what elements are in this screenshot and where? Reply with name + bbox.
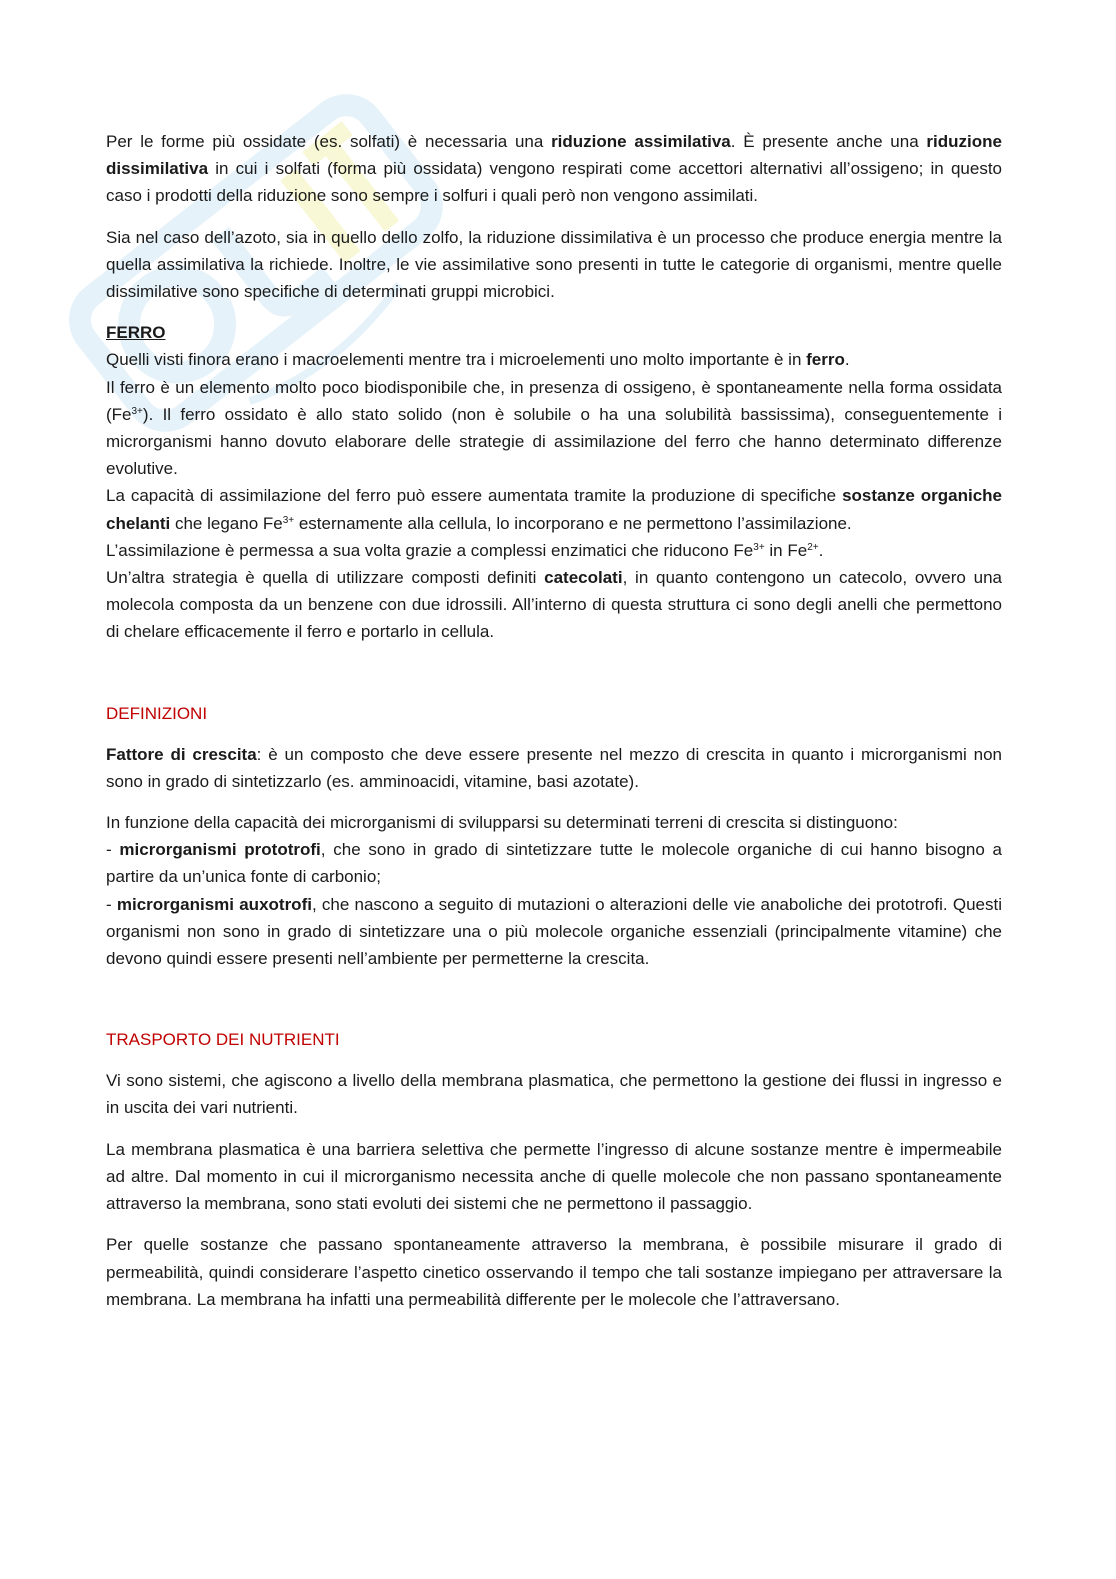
- paragraph-sulfate-reduction: Per le forme più ossidate (es. solfati) è necessaria una riduzione assimilativa. È presente anche una riduzione dissimilativa in cui i solfati (forma più ossidata) vengono respirati come accettori alternativi all’ossigeno; in questo caso i prodotti della riduzione sono sempre i solfuri i quali però non vengono assimilati.: [106, 132, 1002, 206]
- list-item-prototrofi: - microrganismi prototrofi, che sono in grado di sintetizzare tutte le molecole organiche di cui hanno bisogno a partire da un’unica fonte di carbonio;: [106, 840, 1003, 887]
- section-title-trasporto: TRASPORTO DEI NUTRIENTI: [106, 1030, 340, 1050]
- paragraph-trasporto-1: Vi sono sistemi, che agiscono a livello della membrana plasmatica, che permettono la gestione dei flussi in ingresso e in uscita dei vari nutrienti.: [106, 1071, 1002, 1118]
- paragraph-ferro-biodisponibilita: Il ferro è un elemento molto poco biodisponibile che, in presenza di ossigeno, è spontaneamente nella forma ossidata $(Fe^{3+})$. Il ferro ossidato è allo stato solido (non è solubile o ha una solubilità bassissima), conseguentemente i microrganismi hanno dovuto elaborare delle strategie di assimilazione del ferro che hanno determinato differenze evolutive.: [106, 377, 1002, 479]
- paragraph-ferro-catecolati: Un’altra strategia è quella di utilizzare composti definiti catecolati, in quanto contengono un catecolo, ovvero una molecola composta da un benzene con due idrossili. All’interno di questa struttura ci sono degli anelli che permettono di chelare efficacemente il ferro e portarlo in cellula.: [106, 568, 1002, 642]
- paragraph-definizioni-intro: In funzione della capacità dei microrganismi di svilupparsi su determinati terreni di crescita si distinguono:: [106, 813, 898, 833]
- paragraph-fattore-crescita: Fattore di crescita: è un composto che deve essere presente nel mezzo di crescita in quanto i microrganismi non sono in grado di sintetizzarlo (es. amminoacidi, vitamine, basi azotate).: [106, 744, 1002, 791]
- list-item-auxotrofi: - microrganismi auxotrofi, che nascono a seguito di mutazioni o alterazioni delle vie anaboliche dei prototrofi. Questi organismi non sono in grado di sintetizzare una o più molecole organiche essenziali (principalmente vitamine) che devono quindi essere presenti nell’ambiente per permetterne la crescita.: [106, 894, 1002, 969]
- document-page: [106, 128, 1002, 1313]
- term-riduzione-dissimilativa: riduzione dissimilativa: [106, 132, 1002, 179]
- term-riduzione-assimilativa: riduzione assimilativa: [551, 132, 731, 151]
- paragraph-trasporto-3: Per quelle sostanze che passano spontaneamente attraverso la membrana, è possibile misurare il grado di permeabilità, quindi considerare l’aspetto cinetico osservando il tempo che tali sostanze impiegano per attraversare la membrana. La membrana ha infatti una permeabilità differente per le molecole che l’attraversano.: [106, 1235, 1002, 1309]
- section-title-ferro: FERRO: [106, 323, 166, 343]
- paragraph-ferro-intro: Quelli visti finora erano i macroelementi mentre tra i microelementi uno molto importante è in ferro.: [106, 350, 850, 370]
- paragraph-ferro-riduzione: L’assimilazione è permessa a sua volta grazie a complessi enzimatici che riducono $Fe^{3+}$ in $Fe^{2+}$.: [106, 540, 824, 560]
- section-title-definizioni: DEFINIZIONI: [106, 703, 208, 723]
- paragraph-nitrogen-sulfur: Sia nel caso dell’azoto, sia in quello dello zolfo, la riduzione dissimilativa è un processo che produce energia mentre la quella assimilativa la richiede. Inoltre, le vie assimilative sono presenti in tutte le categorie di organismi, mentre quelle dissimilative sono specifiche di determinati gruppi microbici.: [106, 227, 1002, 302]
- paragraph-trasporto-2: La membrana plasmatica è una barriera selettiva che permette l’ingresso di alcune sostanze mentre è impermeabile ad altre. Dal momento in cui il microrganismo necessita anche di quelle molecole che non passano spontaneamente attraverso la membrana, sono stati evoluti dei sistemi che ne permettono il passaggio.: [106, 1139, 1002, 1214]
- paragraph-ferro-chelanti: La capacità di assimilazione del ferro può essere aumentata tramite la produzione di specifiche sostanze organiche chelanti che legano $Fe^{3+}$ esternamente alla cellula, lo incorporano e ne permettono l’assimilazione.: [106, 486, 1002, 533]
